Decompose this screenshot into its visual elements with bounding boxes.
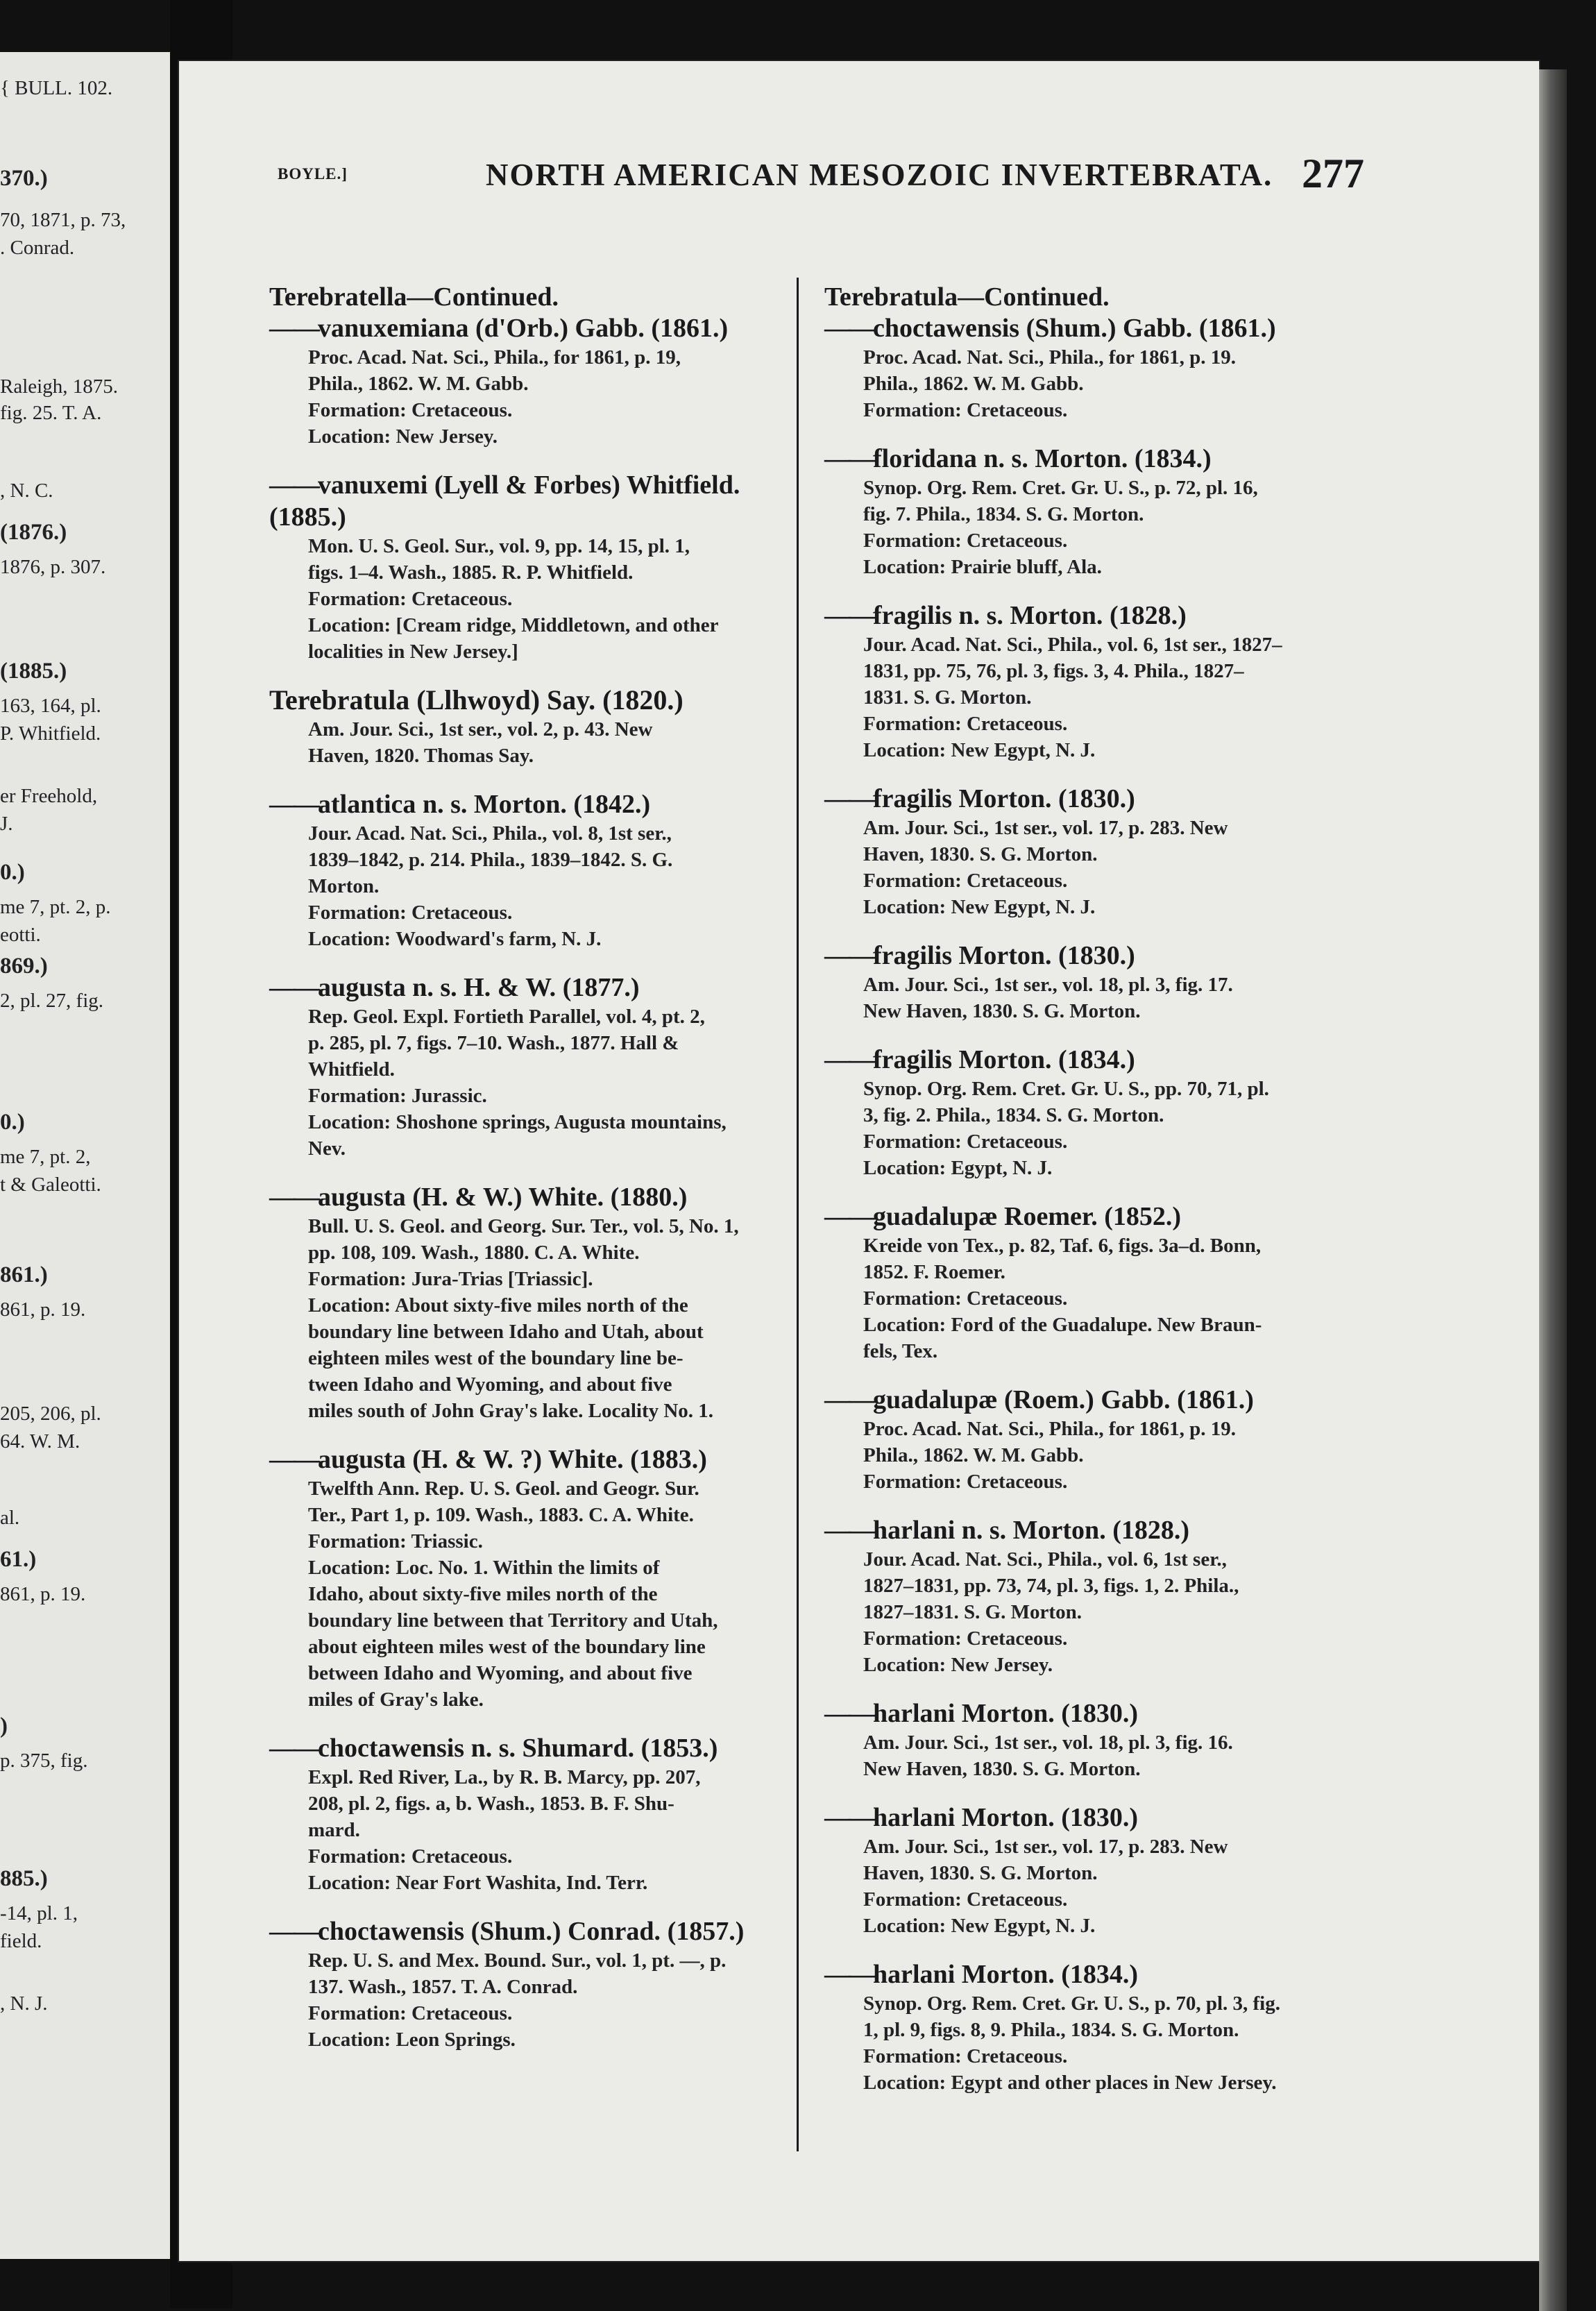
- entry-line: Location: New Egypt, N. J.: [863, 739, 1096, 761]
- entry-line: boundary line between Idaho and Utah, about: [308, 1321, 704, 1343]
- entry-line: 1831. S. G. Morton.: [863, 686, 1032, 709]
- entry-date: (1861.): [1177, 1385, 1254, 1414]
- entry-line: Proc. Acad. Nat. Sci., Phila., for 1861, p. 19,: [308, 346, 681, 369]
- species-name: harlani: [873, 1699, 956, 1728]
- entry-dash: ——: [824, 1045, 873, 1074]
- entry-line: between Idaho and Wyoming, and about five: [308, 1662, 693, 1684]
- entry-line: localities in New Jersey.]: [308, 641, 518, 663]
- author-citation: (Llhwoyd) Say.: [409, 684, 596, 716]
- author-citation: Morton.: [955, 1960, 1055, 1989]
- catalog-entry: [824, 1698, 1393, 1782]
- entry-dash: ——: [824, 1516, 873, 1545]
- entry-title: [824, 940, 1393, 972]
- author-citation: n. s. Shumard.: [464, 1734, 635, 1763]
- entry-line: New Haven, 1830. S. G. Morton.: [863, 1000, 1141, 1022]
- author-citation: Morton.: [951, 1045, 1052, 1074]
- entry-date: (1877.): [562, 973, 640, 1002]
- species-name: floridana: [873, 444, 977, 473]
- entry-line: Formation: Jurassic.: [308, 1085, 487, 1107]
- previous-page-line: 869.): [0, 954, 48, 978]
- entry-line: Jour. Acad. Nat. Sci., Phila., vol. 8, 1st ser.,: [308, 822, 672, 845]
- entry-line: Am. Jour. Sci., 1st ser., vol. 2, p. 43. New: [308, 718, 653, 740]
- entry-line: Jour. Acad. Nat. Sci., Phila., vol. 6, 1st ser.,: [863, 1548, 1227, 1571]
- entry-date: (1880.): [610, 1183, 688, 1212]
- entry-date: (1828.): [1112, 1516, 1190, 1545]
- catalog-entry: [824, 1802, 1393, 1939]
- entry-line: Location: New Jersey.: [863, 1654, 1053, 1676]
- previous-page-line: 370.): [0, 167, 48, 190]
- previous-page-line: al.: [0, 1507, 20, 1529]
- entry-line: Formation: Cretaceous.: [863, 2045, 1068, 2067]
- entry-line: Formation: Cretaceous.: [863, 399, 1068, 421]
- species-name: Terebratula: [269, 684, 410, 716]
- book-page: [179, 61, 1539, 2261]
- previous-page-line: 70, 1871, p. 73,: [0, 209, 126, 231]
- entry-line: about eighteen miles west of the boundary line: [308, 1636, 706, 1658]
- entry-line: Formation: Cretaceous.: [863, 530, 1068, 552]
- entry-line: Phila., 1862. W. M. Gabb.: [863, 373, 1084, 395]
- entry-line: Location: About sixty-five miles north of the: [308, 1294, 688, 1317]
- author-citation: Morton.: [951, 784, 1052, 813]
- species-name: augusta: [318, 1183, 406, 1212]
- entry-line: Twelfth Ann. Rep. U. S. Geol. and Geogr. Sur.: [308, 1478, 699, 1500]
- entry-dash: ——: [824, 601, 873, 630]
- entry-line: Formation: Cretaceous.: [863, 1471, 1068, 1493]
- previous-page-line: er Freehold,: [0, 785, 98, 807]
- entry-title: [269, 1732, 810, 1764]
- entry-dash: ——: [269, 471, 318, 500]
- entry-title: [824, 312, 1393, 344]
- author-citation: (H. & W.) White.: [405, 1183, 604, 1212]
- entry-line: mard.: [308, 1819, 360, 1841]
- previous-page-line: 885.): [0, 1867, 48, 1890]
- entry-line: Whitfield.: [308, 1058, 395, 1081]
- catalog-entry: [824, 1201, 1393, 1364]
- species-name: harlani: [873, 1516, 956, 1545]
- entry-line: fels, Tex.: [863, 1340, 938, 1362]
- author-citation: Morton.: [951, 941, 1052, 970]
- entry-title: [269, 1181, 810, 1213]
- catalog-entry: [269, 1444, 810, 1713]
- entry-line: Proc. Acad. Nat. Sci., Phila., for 1861, p. 19.: [863, 346, 1237, 369]
- author-citation: (Roem.) Gabb.: [997, 1385, 1171, 1414]
- entry-line: 1, pl. 9, figs. 8, 9. Phila., 1834. S. G. Morton.: [863, 2019, 1239, 2041]
- entry-line: Ter., Part 1, p. 109. Wash., 1883. C. A. White.: [308, 1504, 694, 1526]
- catalog-entry: [269, 1915, 810, 2053]
- previous-page-line: Raleigh, 1875.: [0, 375, 118, 398]
- author-citation: Morton.: [955, 1699, 1055, 1728]
- author-citation: n. s. Morton.: [955, 1516, 1106, 1545]
- entry-line: Synop. Org. Rem. Cret. Gr. U. S., pp. 70, 71, pl.: [863, 1078, 1269, 1100]
- entry-title: [824, 443, 1393, 475]
- entry-line: Am. Jour. Sci., 1st ser., vol. 18, pl. 3, fig. 16.: [863, 1732, 1233, 1754]
- entry-date: (1834.): [1134, 444, 1212, 473]
- catalog-entry: [824, 1514, 1393, 1678]
- entry-dash: ——: [824, 1699, 873, 1728]
- entry-title: [269, 1915, 810, 1947]
- entry-line: Am. Jour. Sci., 1st ser., vol. 17, p. 283. New: [863, 1836, 1228, 1858]
- species-name: harlani: [873, 1803, 956, 1832]
- entry-dash: ——: [824, 1960, 873, 1989]
- column-heading: Terebratella—Continued.: [269, 282, 559, 312]
- running-header-left: BOYLE.]: [278, 165, 348, 183]
- species-name: augusta: [318, 973, 406, 1002]
- previous-page-line: t & Galeotti.: [0, 1174, 101, 1196]
- entry-line: Location: Shoshone springs, Augusta mountains,: [308, 1111, 727, 1133]
- page-number: 277: [1302, 151, 1364, 196]
- entry-date: (1830.): [1058, 784, 1135, 813]
- species-name: augusta: [318, 1445, 406, 1474]
- species-name: vanuxemi: [318, 471, 428, 500]
- entry-line: Location: Woodward's farm, N. J.: [308, 928, 602, 950]
- previous-page-line: 861, p. 19.: [0, 1583, 86, 1605]
- species-name: fragilis: [873, 784, 952, 813]
- entry-line: Expl. Red River, La., by R. B. Marcy, pp. 207,: [308, 1766, 701, 1788]
- entry-dash: ——: [269, 1734, 318, 1763]
- catalog-entry: [269, 684, 810, 769]
- entry-date: (1830.): [1061, 1699, 1139, 1728]
- entry-dash: ——: [824, 314, 873, 343]
- entry-dash: ——: [269, 790, 318, 819]
- species-name: guadalupæ: [873, 1385, 998, 1414]
- entry-date: (1852.): [1104, 1202, 1182, 1231]
- entry-line: fig. 7. Phila., 1834. S. G. Morton.: [863, 503, 1144, 525]
- previous-page-line: (1876.): [0, 520, 67, 544]
- entry-line: Morton.: [308, 875, 380, 897]
- previous-page-line: J.: [0, 813, 13, 835]
- entry-date: (1857.): [667, 1917, 745, 1946]
- entry-line: Formation: Cretaceous.: [308, 588, 513, 610]
- author-citation: (Lyell & Forbes) Whitfield.: [427, 471, 740, 500]
- entry-dash: ——: [824, 1385, 873, 1414]
- entry-line: Phila., 1862. W. M. Gabb.: [308, 373, 529, 395]
- entry-title: [824, 1958, 1393, 1990]
- entry-line: Formation: Cretaceous.: [308, 901, 513, 924]
- entry-line: Location: New Jersey.: [308, 425, 498, 448]
- entry-line: Location: Egypt and other places in New Jersey.: [863, 2072, 1277, 2094]
- entry-title: [824, 1698, 1393, 1729]
- entry-line: tween Idaho and Wyoming, and about five: [308, 1373, 672, 1396]
- author-citation: (Shum.) Conrad.: [464, 1917, 661, 1946]
- previous-page-line: -14, pl. 1,: [0, 1902, 78, 1924]
- entry-line: 208, pl. 2, figs. a, b. Wash., 1853. B. F. Shu-: [308, 1793, 674, 1815]
- catalog-entry: [269, 788, 810, 952]
- species-name: vanuxemiana: [318, 314, 469, 343]
- entry-line: 1831, pp. 75, 76, pl. 3, figs. 3, 4. Phila., 1827–: [863, 660, 1244, 682]
- entry-date: (1883.): [630, 1445, 707, 1474]
- previous-page-line: 861, p. 19.: [0, 1298, 86, 1321]
- previous-page-line: 2, pl. 27, fig.: [0, 990, 104, 1012]
- entry-line: pp. 108, 109. Wash., 1880. C. A. White.: [308, 1242, 640, 1264]
- species-name: choctawensis: [873, 314, 1020, 343]
- entry-dash: ——: [269, 973, 318, 1002]
- catalog-entry: [824, 1044, 1393, 1181]
- entry-line: Proc. Acad. Nat. Sci., Phila., for 1861, p. 19.: [863, 1418, 1237, 1440]
- entry-line: Formation: Triassic.: [308, 1530, 483, 1552]
- previous-page-line: { BULL. 102.: [0, 77, 113, 99]
- column-heading: Terebratula—Continued.: [824, 282, 1110, 312]
- entry-line: Location: Ford of the Guadalupe. New Braun-: [863, 1314, 1262, 1336]
- entry-line: Haven, 1830. S. G. Morton.: [863, 843, 1098, 865]
- entry-title: [824, 1514, 1393, 1546]
- author-citation: n. s. Morton.: [951, 601, 1103, 630]
- species-name: harlani: [873, 1960, 956, 1989]
- entry-line: Location: Near Fort Washita, Ind. Terr.: [308, 1872, 648, 1894]
- entry-date: (1861.): [651, 314, 729, 343]
- entry-line: Phila., 1862. W. M. Gabb.: [863, 1444, 1084, 1466]
- catalog-entry: [269, 1732, 810, 1896]
- entry-line: Formation: Cretaceous.: [863, 870, 1068, 892]
- catalog-entry: [269, 1181, 810, 1424]
- previous-page: [0, 52, 170, 2259]
- entry-line: 1827–1831, pp. 73, 74, pl. 3, figs. 1, 2. Phila.,: [863, 1575, 1239, 1597]
- entry-date: (1834.): [1058, 1045, 1135, 1074]
- entry-title: [824, 1384, 1393, 1416]
- entry-line: Rep. Geol. Expl. Fortieth Parallel, vol. 4, pt. 2,: [308, 1006, 705, 1028]
- catalog-entry: [824, 312, 1393, 423]
- previous-page-line: me 7, pt. 2, p.: [0, 896, 111, 918]
- author-citation: Morton.: [955, 1803, 1055, 1832]
- author-citation: n. s. Morton.: [976, 444, 1128, 473]
- entry-line: Location: New Egypt, N. J.: [863, 896, 1096, 918]
- catalog-entry: [269, 972, 810, 1162]
- entry-line: boundary line between that Territory and Utah,: [308, 1609, 718, 1632]
- entry-title: [269, 788, 810, 820]
- entry-line: miles south of John Gray's lake. Locality No. 1.: [308, 1400, 714, 1422]
- previous-page-line: 0.): [0, 861, 25, 884]
- previous-page-line: p. 375, fig.: [0, 1750, 88, 1772]
- entry-line: Rep. U. S. and Mex. Bound. Sur., vol. 1, pt. —, p.: [308, 1949, 727, 1972]
- species-name: atlantica: [318, 790, 416, 819]
- entry-line: 1827–1831. S. G. Morton.: [863, 1601, 1082, 1623]
- entry-dash: ——: [269, 1445, 318, 1474]
- entry-line: Location: [Cream ridge, Middletown, and other: [308, 614, 719, 636]
- previous-page-line: 64. W. M.: [0, 1430, 80, 1453]
- catalog-entry: [269, 312, 810, 450]
- species-name: fragilis: [873, 601, 952, 630]
- entry-line: 137. Wash., 1857. T. A. Conrad.: [308, 1976, 578, 1998]
- entry-line: 3, fig. 2. Phila., 1834. S. G. Morton.: [863, 1104, 1164, 1126]
- entry-date: (1885.): [269, 502, 346, 532]
- previous-page-line: . Conrad.: [0, 237, 75, 259]
- entry-line: eighteen miles west of the boundary line be-: [308, 1347, 684, 1369]
- previous-page-line: P. Whitfield.: [0, 722, 101, 745]
- entry-line: Location: New Egypt, N. J.: [863, 1915, 1096, 1937]
- author-citation: Roemer.: [997, 1202, 1098, 1231]
- author-citation: n. s. H. & W.: [405, 973, 557, 1002]
- catalog-entry: [824, 443, 1393, 580]
- entry-line: Formation: Cretaceous.: [308, 1845, 513, 1868]
- column-divider: [797, 278, 799, 2151]
- entry-date: (1828.): [1109, 601, 1187, 630]
- species-name: choctawensis: [318, 1734, 465, 1763]
- previous-page-line: , N. J.: [0, 1992, 48, 2015]
- entry-title: [824, 1201, 1393, 1233]
- entry-line: Formation: Cretaceous.: [308, 2002, 513, 2024]
- entry-line: Jour. Acad. Nat. Sci., Phila., vol. 6, 1st ser., 1827–: [863, 634, 1282, 656]
- entry-line: Location: Loc. No. 1. Within the limits of: [308, 1557, 660, 1579]
- entry-line: Formation: Cretaceous.: [863, 1627, 1068, 1650]
- catalog-entry: [824, 1958, 1393, 2096]
- catalog-entry: [824, 1384, 1393, 1495]
- previous-page-line: 205, 206, pl.: [0, 1403, 101, 1425]
- entry-line: Mon. U. S. Geol. Sur., vol. 9, pp. 14, 15, pl. 1,: [308, 535, 690, 557]
- entry-title: [824, 1044, 1393, 1076]
- entry-dash: ——: [824, 1803, 873, 1832]
- author-citation: (H. & W. ?) White.: [405, 1445, 624, 1474]
- previous-page-line: 61.): [0, 1548, 37, 1571]
- entry-line: Synop. Org. Rem. Cret. Gr. U. S., p. 72, pl. 16,: [863, 477, 1258, 499]
- entry-line: 1852. F. Roemer.: [863, 1261, 1005, 1283]
- species-name: choctawensis: [318, 1917, 465, 1946]
- entry-date: (1830.): [1061, 1803, 1139, 1832]
- entry-line: New Haven, 1830. S. G. Morton.: [863, 1758, 1141, 1780]
- entry-date: (1830.): [1058, 941, 1135, 970]
- entry-date: (1853.): [640, 1734, 718, 1763]
- page-edge: [1539, 69, 1567, 2311]
- previous-page-line: (1885.): [0, 659, 67, 683]
- entry-dash: ——: [824, 444, 873, 473]
- previous-page-line: 861.): [0, 1263, 48, 1287]
- entry-dash: ——: [824, 1202, 873, 1231]
- entry-line: Idaho, about sixty-five miles north of the: [308, 1583, 658, 1605]
- author-citation: n. s. Morton.: [416, 790, 567, 819]
- entry-line: Location: Egypt, N. J.: [863, 1157, 1053, 1179]
- species-name: fragilis: [873, 1045, 952, 1074]
- species-name: guadalupæ: [873, 1202, 998, 1231]
- previous-page-line: fig. 25. T. A.: [0, 402, 102, 424]
- entry-date: (1834.): [1061, 1960, 1139, 1989]
- entry-title: [269, 684, 810, 716]
- entry-dash: ——: [269, 314, 318, 343]
- left-column: [269, 282, 810, 2072]
- author-citation: (Shum.) Gabb.: [1019, 314, 1193, 343]
- entry-date: (1820.): [602, 684, 684, 716]
- entry-line: 1839–1842, p. 214. Phila., 1839–1842. S. G.: [308, 849, 673, 871]
- previous-page-line: me 7, pt. 2,: [0, 1146, 91, 1168]
- entry-line: Location: Leon Springs.: [308, 2029, 516, 2051]
- catalog-entry: [824, 783, 1393, 920]
- entry-title: [824, 1802, 1393, 1834]
- entry-date: (1842.): [573, 790, 651, 819]
- entry-line: figs. 1–4. Wash., 1885. R. P. Whitfield.: [308, 561, 634, 584]
- catalog-entry: [269, 469, 810, 665]
- entry-line: Location: Prairie bluff, Ala.: [863, 556, 1102, 578]
- entry-line: Bull. U. S. Geol. and Georg. Sur. Ter., vol. 5, No. 1,: [308, 1215, 739, 1237]
- species-name: fragilis: [873, 941, 952, 970]
- entry-line: miles of Gray's lake.: [308, 1688, 484, 1711]
- entry-line: Haven, 1830. S. G. Morton.: [863, 1862, 1098, 1884]
- catalog-entry: [824, 600, 1393, 763]
- previous-page-line: 1876, p. 307.: [0, 556, 106, 578]
- entry-line: Formation: Cretaceous.: [863, 713, 1068, 735]
- entry-line: Nev.: [308, 1137, 346, 1160]
- entry-title: [824, 783, 1393, 815]
- entry-title: [269, 972, 810, 1004]
- catalog-entry: [824, 940, 1393, 1024]
- entry-date: (1861.): [1198, 314, 1276, 343]
- author-citation: (d'Orb.) Gabb.: [468, 314, 645, 343]
- right-column: [824, 282, 1393, 2115]
- entry-line: Kreide von Tex., p. 82, Taf. 6, figs. 3a–d. Bonn,: [863, 1235, 1262, 1257]
- previous-page-line: field.: [0, 1930, 42, 1952]
- entry-line: Formation: Jura-Trias [Triassic].: [308, 1268, 593, 1290]
- entry-title: [824, 600, 1393, 632]
- entry-title: [269, 469, 810, 533]
- entry-dash: ——: [269, 1183, 318, 1212]
- entry-line: p. 285, pl. 7, figs. 7–10. Wash., 1877. Hall &: [308, 1032, 679, 1054]
- entry-line: Formation: Cretaceous.: [308, 399, 513, 421]
- entry-line: Formation: Cretaceous.: [863, 1131, 1068, 1153]
- entry-title: [269, 312, 810, 344]
- entry-dash: ——: [824, 784, 873, 813]
- previous-page-line: ): [0, 1714, 8, 1738]
- entry-line: Formation: Cretaceous.: [863, 1287, 1068, 1310]
- entry-dash: ——: [269, 1917, 318, 1946]
- entry-line: Am. Jour. Sci., 1st ser., vol. 17, p. 283. New: [863, 817, 1228, 839]
- entry-line: Formation: Cretaceous.: [863, 1888, 1068, 1911]
- entry-title: [269, 1444, 810, 1475]
- previous-page-line: eotti.: [0, 924, 41, 946]
- entry-line: Synop. Org. Rem. Cret. Gr. U. S., p. 70, pl. 3, fig.: [863, 1992, 1280, 2015]
- running-title: NORTH AMERICAN MESOZOIC INVERTEBRATA.: [486, 158, 1273, 192]
- previous-page-line: 163, 164, pl.: [0, 695, 101, 717]
- entry-line: Haven, 1820. Thomas Say.: [308, 745, 534, 767]
- entry-dash: ——: [824, 941, 873, 970]
- previous-page-line: 0.): [0, 1110, 25, 1134]
- previous-page-line: , N. C.: [0, 480, 53, 502]
- entry-line: Am. Jour. Sci., 1st ser., vol. 18, pl. 3, fig. 17.: [863, 974, 1233, 996]
